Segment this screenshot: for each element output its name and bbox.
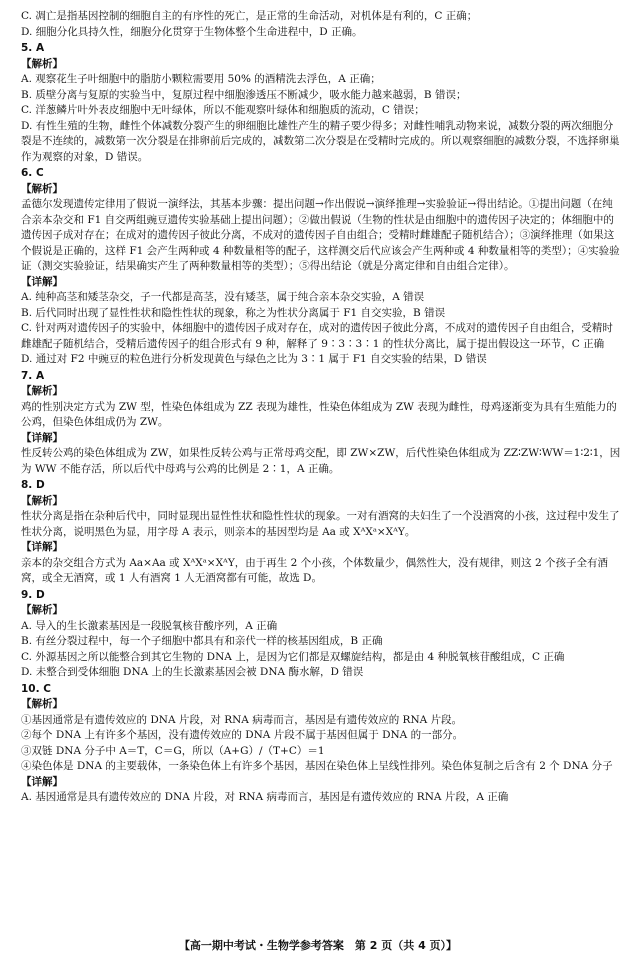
q9-item-b: B. 有丝分裂过程中，每一个子细胞中都具有和亲代一样的核基因组成，B 正确	[21, 635, 383, 647]
q7-jiexi-text: 鸡的性别决定方式为 ZW 型，性染色体组成为 ZZ 表现为雄性，性染色体组成为 ZW 表现为雌性，母鸡逐渐变为具有生殖能力的公鸡，但染色体组成仍为 ZW。	[21, 400, 617, 428]
q9-item-a: A. 导入的生长激素基因是一段脱氧核苷酸序列，A 正确	[21, 619, 278, 632]
q10-jiexi-label: 【解析】	[21, 698, 63, 710]
q8-jiexi-text: 性状分离是指在杂种后代中，同时显现出显性性状和隐性性状的现象。一对有酒窝的夫妇生了一个没酒窝的小孩，这过程中发生了性状分离，说明黑色为显，用字母 A 表示，则亲本的基因型均是 Aa 或 XᴬXᵃ×XᴬY。	[21, 510, 620, 538]
q5-answer: 5. A	[21, 42, 45, 54]
q6-jiexi-text: 孟德尔发现遗传定律用了假说一演绎法，其基本步骤：提出问题→作出假说→演绎推理→实验验证→得出结论。①提出问题（在纯合亲本杂交和 F1 自交两组豌豆遗传实验基础上提出问题）；②做出假说（生物的性状是由细胞中的遗传因子决定的；体细胞中的遗传因子成对存在；在成对的遗传因子彼此分离，不成对的遗传因子自由组合；受精时雌雄配子随机结合）；③演绎推理（如果这个假说是正确的，这样 F1 会产生两种或 4 种数量相等的配子，这样测交后代应该会产生两种或 4 种数量相等的类型）；④实验验证（测交实验验证，结果确实产生了两种数量相等的类型）；⑤得出结论（就是分离定律和自由组合定律）。	[21, 198, 620, 272]
q7-answer: 7. A	[21, 369, 45, 382]
q4-item-c: C. 凋亡是指基因控制的细胞自主的有序性的死亡，是正常的生命活动，对机体是有利的，C 正确；	[21, 10, 478, 22]
q10-point-1: ①基因通常是有遗传效应的 DNA 片段，对 RNA 病毒而言，基因是有遗传效应的 RNA 片段。	[21, 713, 463, 726]
q6-xiangjie-label: 【详解】	[21, 275, 63, 288]
q5-item-b: B. 质壁分离与复原的实验当中，复原过程中细胞渗透压不断减少，吸水能力越来越弱，B 错误；	[21, 88, 467, 101]
q6-jiexi-label: 【解析】	[21, 182, 63, 195]
q9-item-c: C. 外源基因之所以能整合到其它生物的 DNA 上，是因为它们都是双螺旋结构，都是由 4 种脱氧核苷酸组成，C 正确	[21, 650, 565, 663]
q4-item-d: D. 细胞分化具持久性，细胞分化贯穿于生物体整个生命进程中，D 正确。	[21, 25, 363, 38]
q7-xiangjie-label: 【详解】	[21, 431, 63, 444]
q7-jiexi-label: 【解析】	[21, 385, 63, 397]
page-footer: 【高一期中考试・生物学参考答案 第 2 页（共 4 页）】	[178, 939, 458, 952]
page-content	[21, 9, 621, 806]
q6-item-a: A. 纯种高茎和矮茎杂交，子一代都是高茎，没有矮茎，属于纯合亲本杂交实验，A 错误	[21, 291, 425, 303]
q10-xiangjie-text: A. 基因通常是具有遗传效应的 DNA 片段，对 RNA 病毒而言，基因是有遗传效应的 RNA 片段，A 正确	[21, 791, 509, 803]
q6-item-d: D. 通过对 F2 中豌豆的粒色进行分析发现黄色与绿色之比为 3∶1 属于 F1 自交实验的结果，D 错误	[21, 353, 487, 365]
q5-item-d: D. 有性生殖的生物，雌性个体减数分裂产生的卵细胞比雄性产生的精子要少得多；对雌性哺乳动物来说，减数分裂的两次细胞分裂是不连续的，减数第一次分裂是在排卵前后完成的，减数第二次分裂是在受精时完成的。所以观察细胞的减数分裂，不选择卵巢作为观察的对象，D 错误。	[21, 119, 620, 163]
q10-answer: 10. C	[21, 682, 51, 695]
q6-item-c: C. 针对两对遗传因子的实验中，体细胞中的遗传因子成对存在，成对的遗传因子彼此分离，不成对的遗传因子自由组合，受精时雌雄配子随机结合，受精后遗传因子的组合形式有 9 种，解释了 9∶3∶3∶1 的性状分离比，属于提出假设这一环节，C 正确	[21, 322, 613, 350]
q7-xiangjie-text: 性反转公鸡的染色体组成为 ZW，如果性反转公鸡与正常母鸡交配，即 ZW×ZW，后代性染色体组成为 ZZ∶ZW∶WW＝1∶2∶1，因为 WW 不能存活，所以后代中母鸡与公鸡的比例是 2∶1，A 正确。	[21, 447, 621, 475]
q5-item-c: C. 洋葱鳞片叶外表皮细胞中无叶绿体，所以不能观察叶绿体和细胞质的流动，C 错误；	[21, 104, 425, 116]
q9-jiexi-label: 【解析】	[21, 604, 63, 616]
q8-xiangjie-label: 【详解】	[21, 541, 63, 553]
q10-point-2: ②每个 DNA 上有许多个基因，没有遗传效应的 DNA 片段不属于基因但属于 DNA 的一部分。	[21, 729, 464, 741]
q9-item-d: D. 未整合到受体细胞 DNA 上的生长激素基因会被 DNA 酶水解，D 错误	[21, 666, 364, 678]
q5-jiexi-label: 【解析】	[21, 57, 63, 70]
q10-xiangjie-label: 【详解】	[21, 775, 63, 788]
q8-xiangjie-text: 亲本的杂交组合方式为 Aa×Aa 或 XᴬXᵃ×XᴬY，由于再生 2 个小孩，个体数量少，偶然性大，没有规律，则这 2 个孩子全有酒窝，或全无酒窝，或 1 人有酒窝 1 人无酒窝都有可能，故选 D。	[21, 556, 608, 584]
q10-point-3: ③双链 DNA 分子中 A＝T，C＝G，所以（A+G）/（T+C）＝1	[21, 744, 325, 757]
q6-item-b: B. 后代同时出现了显性性状和隐性性状的现象，称之为性状分离属于 F1 自交实验，B 错误	[21, 306, 446, 319]
q5-item-a: A. 观察花生子叶细胞中的脂肪小颗粒需要用 50% 的酒精洗去浮色，A 正确；	[21, 73, 381, 85]
q10-point-4: ④染色体是 DNA 的主要载体，一条染色体上有许多个基因，基因在染色体上呈线性排列。染色体复制之后含有 2 个 DNA 分子	[21, 760, 613, 772]
q8-answer: 8. D	[21, 479, 45, 491]
q9-answer: 9. D	[21, 588, 45, 601]
q6-answer: 6. C	[21, 167, 44, 179]
q8-jiexi-label: 【解析】	[21, 494, 63, 507]
